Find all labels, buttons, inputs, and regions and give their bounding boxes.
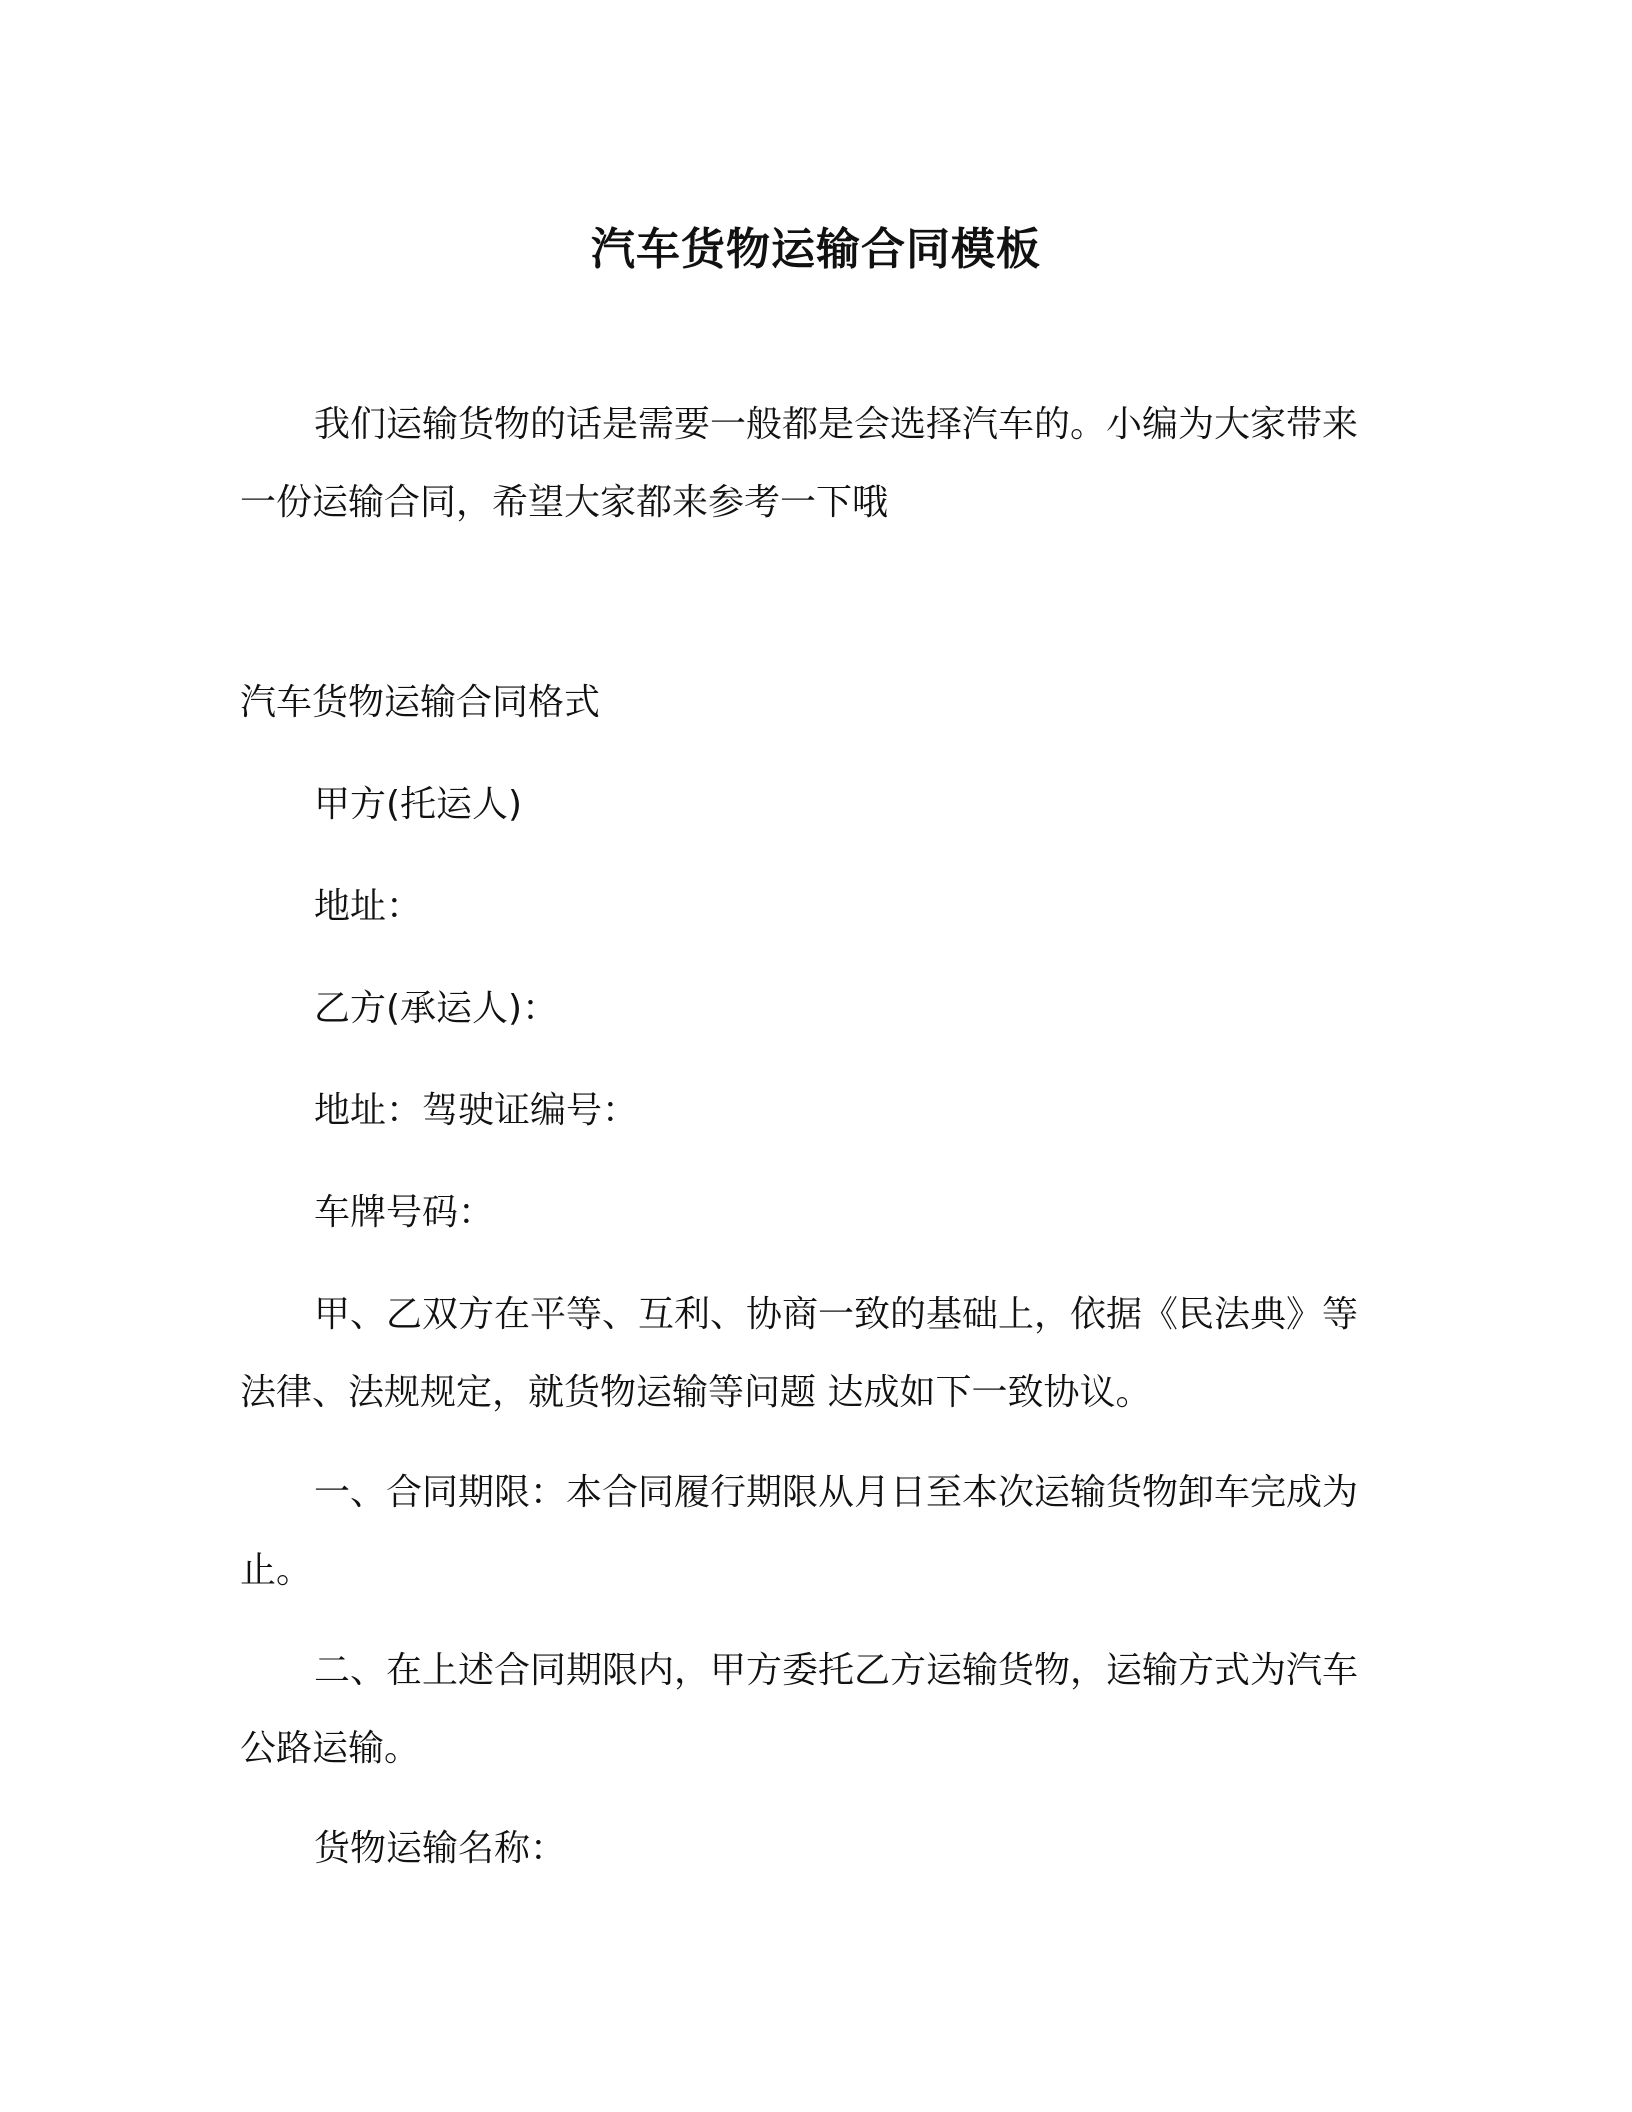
section-heading: 汽车货物运输合同格式 [240,682,601,723]
intro-paragraph: 我们运输货物的话是需要一般都是会选择汽车的。小编为大家带来一份运输合同，希望大家都来参考一下哦 [240,404,1359,523]
clause-2-paragraph: 二、在上述合同期限内，甲方委托乙方运输货物，运输方式为汽车公路运输。 [240,1650,1359,1769]
preamble-paragraph: 甲、乙双方在平等、互利、协商一致的基础上，依据《民法典》等法律、法规规定，就货物运输等问题 达成如下一致协议。 [240,1294,1359,1413]
party-a-line: 甲方(托运人) [314,784,523,825]
document-title: 汽车货物运输合同模板 [591,224,1041,275]
party-b-line: 乙方(承运人)： [314,988,559,1029]
clause-1-paragraph: 一、合同期限：本合同履行期限从月日至本次运输货物卸车完成为止。 [240,1472,1359,1591]
address-a-line: 地址： [314,886,423,927]
plate-line: 车牌号码： [314,1192,495,1233]
goods-name-line: 货物运输名称： [314,1828,567,1869]
address-b-line: 地址：驾驶证编号： [314,1090,639,1131]
